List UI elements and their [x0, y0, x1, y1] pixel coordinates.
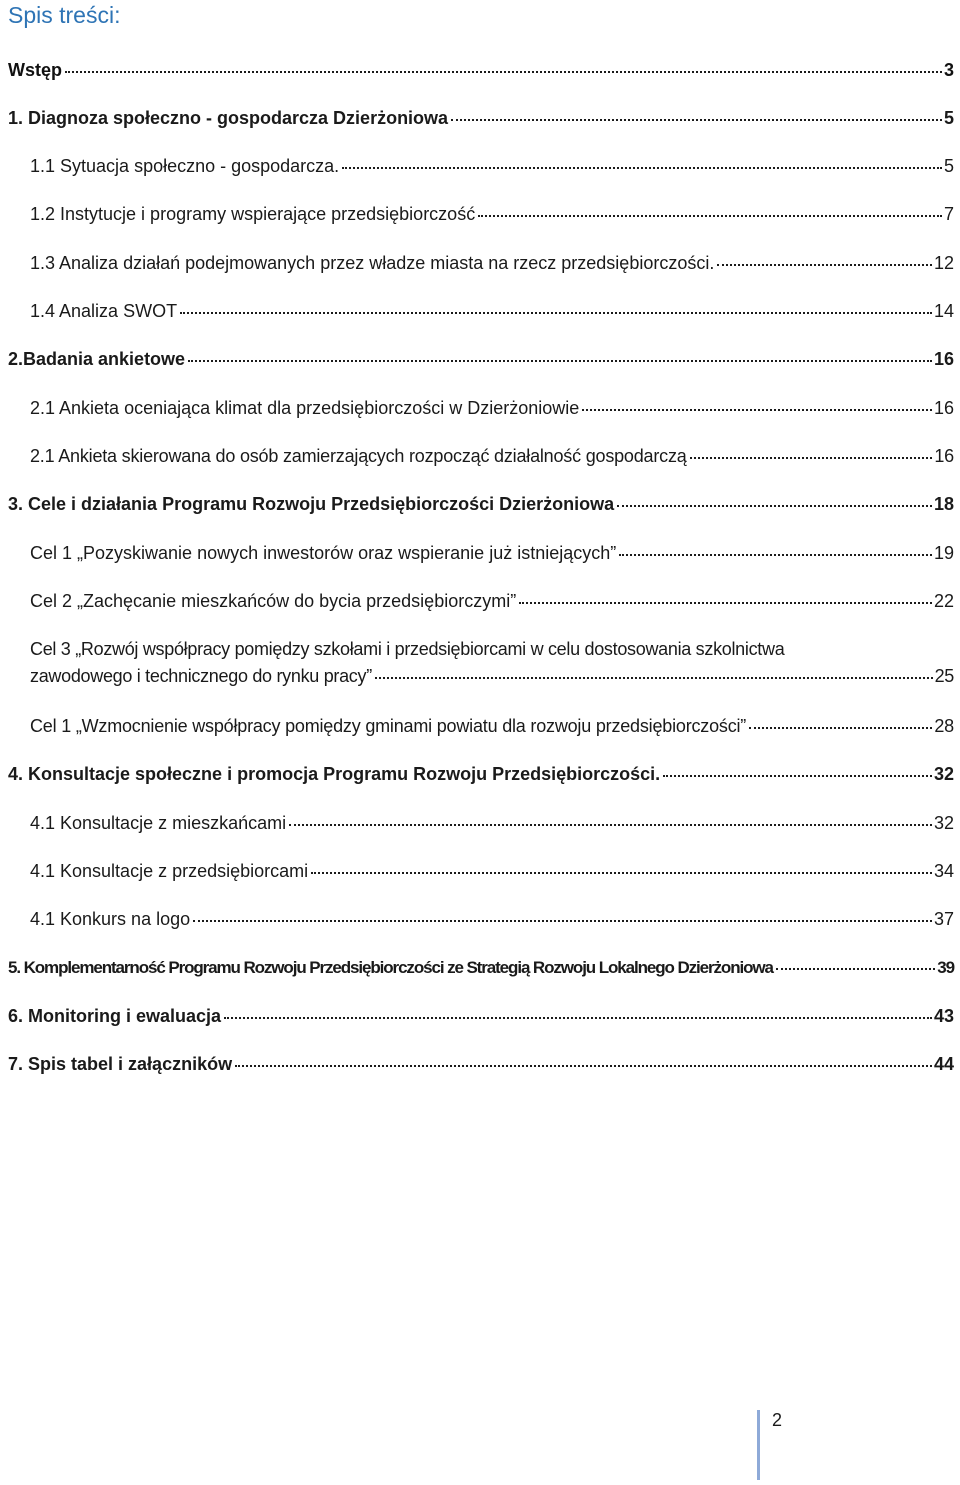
toc-leader: [619, 554, 932, 556]
toc-entry-2-1a[interactable]: [30, 396, 954, 420]
page-title: Spis treści:: [8, 2, 121, 28]
toc-page: 22: [933, 591, 954, 611]
toc-label: 6. Monitoring i ewaluacja: [8, 1006, 222, 1026]
toc-page: 19: [933, 543, 954, 563]
footer-rule: [757, 1410, 760, 1480]
toc-label: 4.1 Konsultacje z mieszkańcami: [30, 813, 287, 833]
toc-entry-7[interactable]: [8, 1052, 954, 1076]
toc-entry-4-1b[interactable]: [30, 859, 954, 883]
toc-page: 28: [934, 716, 954, 736]
toc-leader: [224, 1017, 932, 1019]
toc-entry-1-1[interactable]: [30, 154, 954, 178]
toc-label: 1.1 Sytuacja społeczno - gospodarcza.: [30, 156, 340, 176]
toc-leader: [289, 824, 932, 826]
toc-entry-2-1b[interactable]: [30, 444, 954, 468]
toc-label: Cel 1 „Wzmocnienie współpracy pomiędzy gminami powiatu dla rozwoju przedsiębiorczości”: [30, 716, 747, 736]
toc-page: 39: [937, 958, 954, 977]
toc-entry-cel-2[interactable]: [30, 589, 954, 613]
toc-leader: [235, 1065, 932, 1067]
toc-entry-cel-1[interactable]: [30, 541, 954, 565]
toc-leader: [582, 409, 932, 411]
toc-page: 37: [933, 909, 954, 929]
toc-page: 18: [933, 494, 954, 514]
toc-label: Cel 2 „Zachęcanie mieszkańców do bycia przedsiębiorczymi”: [30, 591, 517, 611]
toc-entry-1-3[interactable]: [30, 251, 954, 275]
toc-page: 3: [943, 60, 954, 80]
toc-page: 44: [933, 1054, 954, 1074]
toc-label: 1.3 Analiza działań podejmowanych przez władze miasta na rzecz przedsiębiorczości.: [30, 253, 715, 273]
toc-entry-1[interactable]: [8, 106, 954, 130]
toc-label: 4. Konsultacje społeczne i promocja Programu Rozwoju Przedsiębiorczości.: [8, 764, 661, 784]
toc-entry-cel-3[interactable]: [30, 636, 954, 690]
toc-label: Wstęp: [8, 60, 62, 80]
toc-page: 43: [933, 1006, 954, 1026]
toc-leader: [188, 360, 932, 362]
toc-leader: [193, 920, 932, 922]
toc-leader: [617, 505, 932, 507]
toc-page: 16: [934, 446, 954, 466]
toc-label: 1.2 Instytucje i programy wspierające przedsiębiorczość: [30, 204, 476, 224]
toc-page: 16: [933, 349, 954, 369]
toc-leader: [311, 872, 932, 874]
toc-label: 1. Diagnoza społeczno - gospodarcza Dzierżoniowa: [8, 108, 449, 128]
toc-entry-6[interactable]: [8, 1004, 954, 1028]
toc-label-line2: zawodowego i technicznego do rynku pracy”: [30, 666, 372, 686]
toc-page: 32: [933, 764, 954, 784]
page-number: 2: [772, 1410, 783, 1430]
toc-entry-wstep[interactable]: [8, 58, 954, 82]
toc-label: 1.4 Analiza SWOT: [30, 301, 178, 321]
toc-leader: [519, 602, 932, 604]
toc-label-line1: Cel 3 „Rozwój współpracy pomiędzy szkołami i przedsiębiorcami w celu dostosowania szkolnictwa: [30, 639, 785, 659]
toc-leader: [375, 677, 933, 679]
toc-page: 12: [933, 253, 954, 273]
toc-page: 34: [933, 861, 954, 881]
toc-entry-1-2[interactable]: [30, 202, 954, 226]
toc-label: 2.1 Ankieta skierowana do osób zamierzających rozpocząć działalność gospodarczą: [30, 446, 687, 466]
toc-entry-4[interactable]: [8, 762, 954, 786]
toc-leader: [478, 215, 942, 217]
toc-label: 4.1 Konkurs na logo: [30, 909, 191, 929]
toc-entry-4-1a[interactable]: [30, 811, 954, 835]
toc-label: Cel 1 „Pozyskiwanie nowych inwestorów oraz wspieranie już istniejących”: [30, 543, 617, 563]
toc-leader: [65, 71, 942, 73]
toc-entry-3[interactable]: [8, 492, 954, 516]
toc-leader: [451, 119, 942, 121]
toc-leader: [342, 167, 942, 169]
toc-label: 5. Komplementarność Programu Rozwoju Przedsiębiorczości ze Strategią Rozwoju Lokalnego Dzierżoniowa: [8, 958, 773, 977]
toc-leader: [749, 727, 932, 729]
toc-page: 7: [943, 204, 954, 224]
toc-label: 3. Cele i działania Programu Rozwoju Przedsiębiorczości Dzierżoniowa: [8, 494, 615, 514]
toc-entry-1-4[interactable]: [30, 299, 954, 323]
toc-leader: [180, 312, 932, 314]
toc-page: 5: [943, 156, 954, 176]
toc-label: 2.1 Ankieta oceniająca klimat dla przedsiębiorczości w Dzierżoniowie: [30, 398, 580, 418]
toc-leader: [717, 264, 932, 266]
toc-entry-4-1c[interactable]: [30, 907, 954, 931]
toc-label: 4.1 Konsultacje z przedsiębiorcami: [30, 861, 309, 881]
toc-leader: [663, 775, 932, 777]
toc-label: 7. Spis tabel i załączników: [8, 1054, 233, 1074]
toc-leader: [690, 457, 933, 459]
toc-leader: [776, 968, 935, 970]
toc-page: 25: [934, 666, 954, 686]
toc-label: 2.Badania ankietowe: [8, 349, 186, 369]
toc-entry-2[interactable]: [8, 347, 954, 371]
toc-page: 16: [933, 398, 954, 418]
toc-entry-5[interactable]: [8, 956, 954, 980]
toc-page: 5: [943, 108, 954, 128]
toc-page: 14: [933, 301, 954, 321]
toc-page: 32: [933, 813, 954, 833]
toc-entry-cel-1-wzmocnienie[interactable]: [30, 714, 954, 738]
